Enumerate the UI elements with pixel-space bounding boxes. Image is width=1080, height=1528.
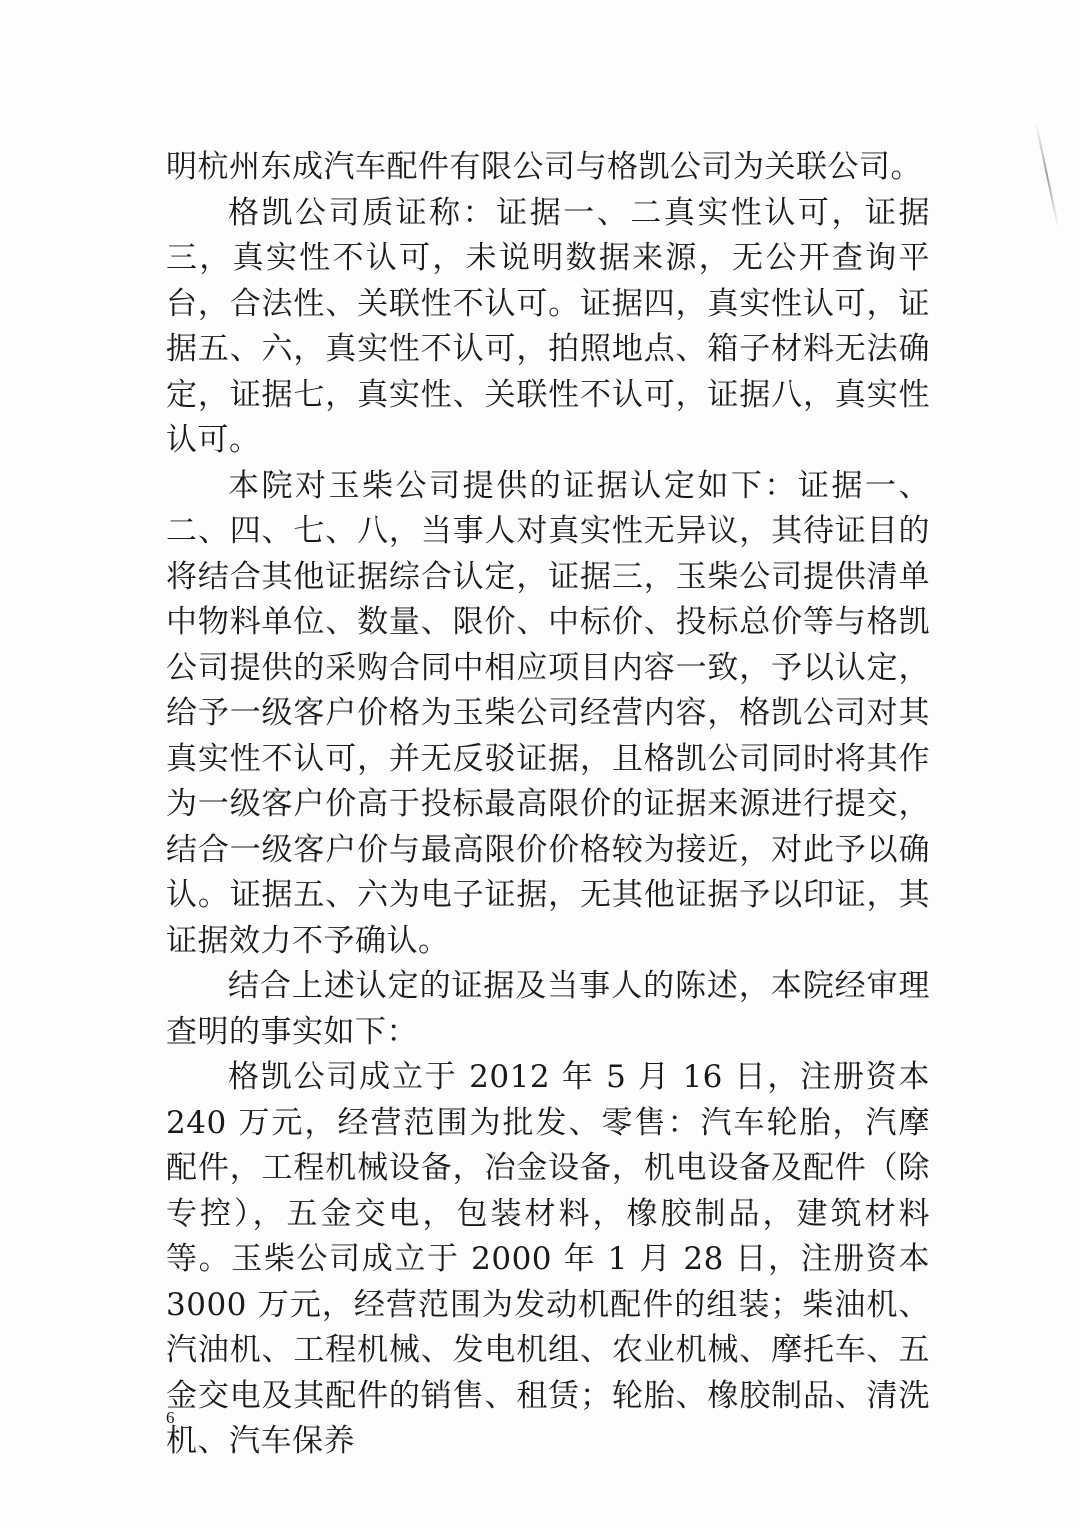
- paragraph-gekai-cross-examination: 格凯公司质证称：证据一、二真实性认可，证据三，真实性不认可，未说明数据来源，无公开查询平台，合法性、关联性不认可。证据四，真实性认可，证据五、六，真实性不认可，拍照地点、箱子材料无法确定，证据七，真实性、关联性不认可，证据八，真实性认可。: [166, 194, 930, 458]
- scan-artifact-line: [1035, 121, 1060, 229]
- document-body: [166, 145, 930, 1465]
- page-number: 6: [166, 1408, 175, 1427]
- paragraph-court-evidence-findings: 本院对玉柴公司提供的证据认定如下：证据一、二、四、七、八，当事人对真实性无异议，其待证目的将结合其他证据综合认定，证据三，玉柴公司提供清单中物料单位、数量、限价、中标价、投标总价等与格凯公司提供的采购合同中相应项目内容一致，予以认定，给予一级客户价格为玉柴公司经营内容，格凯公司对其真实性不认可，并无反驳证据，且格凯公司同时将其作为一级客户价高于投标最高限价的证据来源进行提交，结合一级客户价与最高限价价格较为接近，对此予以确认。证据五、六为电子证据，无其他证据予以印证，其证据效力不予确认。: [166, 467, 930, 959]
- paragraph-continuation: 明杭州东成汽车配件有限公司与格凯公司为关联公司。: [166, 149, 922, 185]
- paragraph-facts-intro: 结合上述认定的证据及当事人的陈述，本院经审理查明的事实如下：: [166, 968, 930, 1050]
- paragraph-company-facts: 格凯公司成立于 2012 年 5 月 16 日，注册资本 240 万元，经营范围为批发、零售：汽车轮胎，汽摩配件，工程机械设备，冶金设备，机电设备及配件（除专控），五金交电，包装材料，橡胶制品，建筑材料等。玉柴公司成立于 2000 年 1 月 28 日，注册资本 3000 万元，经营范围为发动机配件的组装；柴油机、汽油机、工程机械、发电机组、农业机械、摩托车、五金交电及其配件的销售、租赁；轮胎、橡胶制品、清洗机、汽车保养: [166, 1059, 930, 1459]
